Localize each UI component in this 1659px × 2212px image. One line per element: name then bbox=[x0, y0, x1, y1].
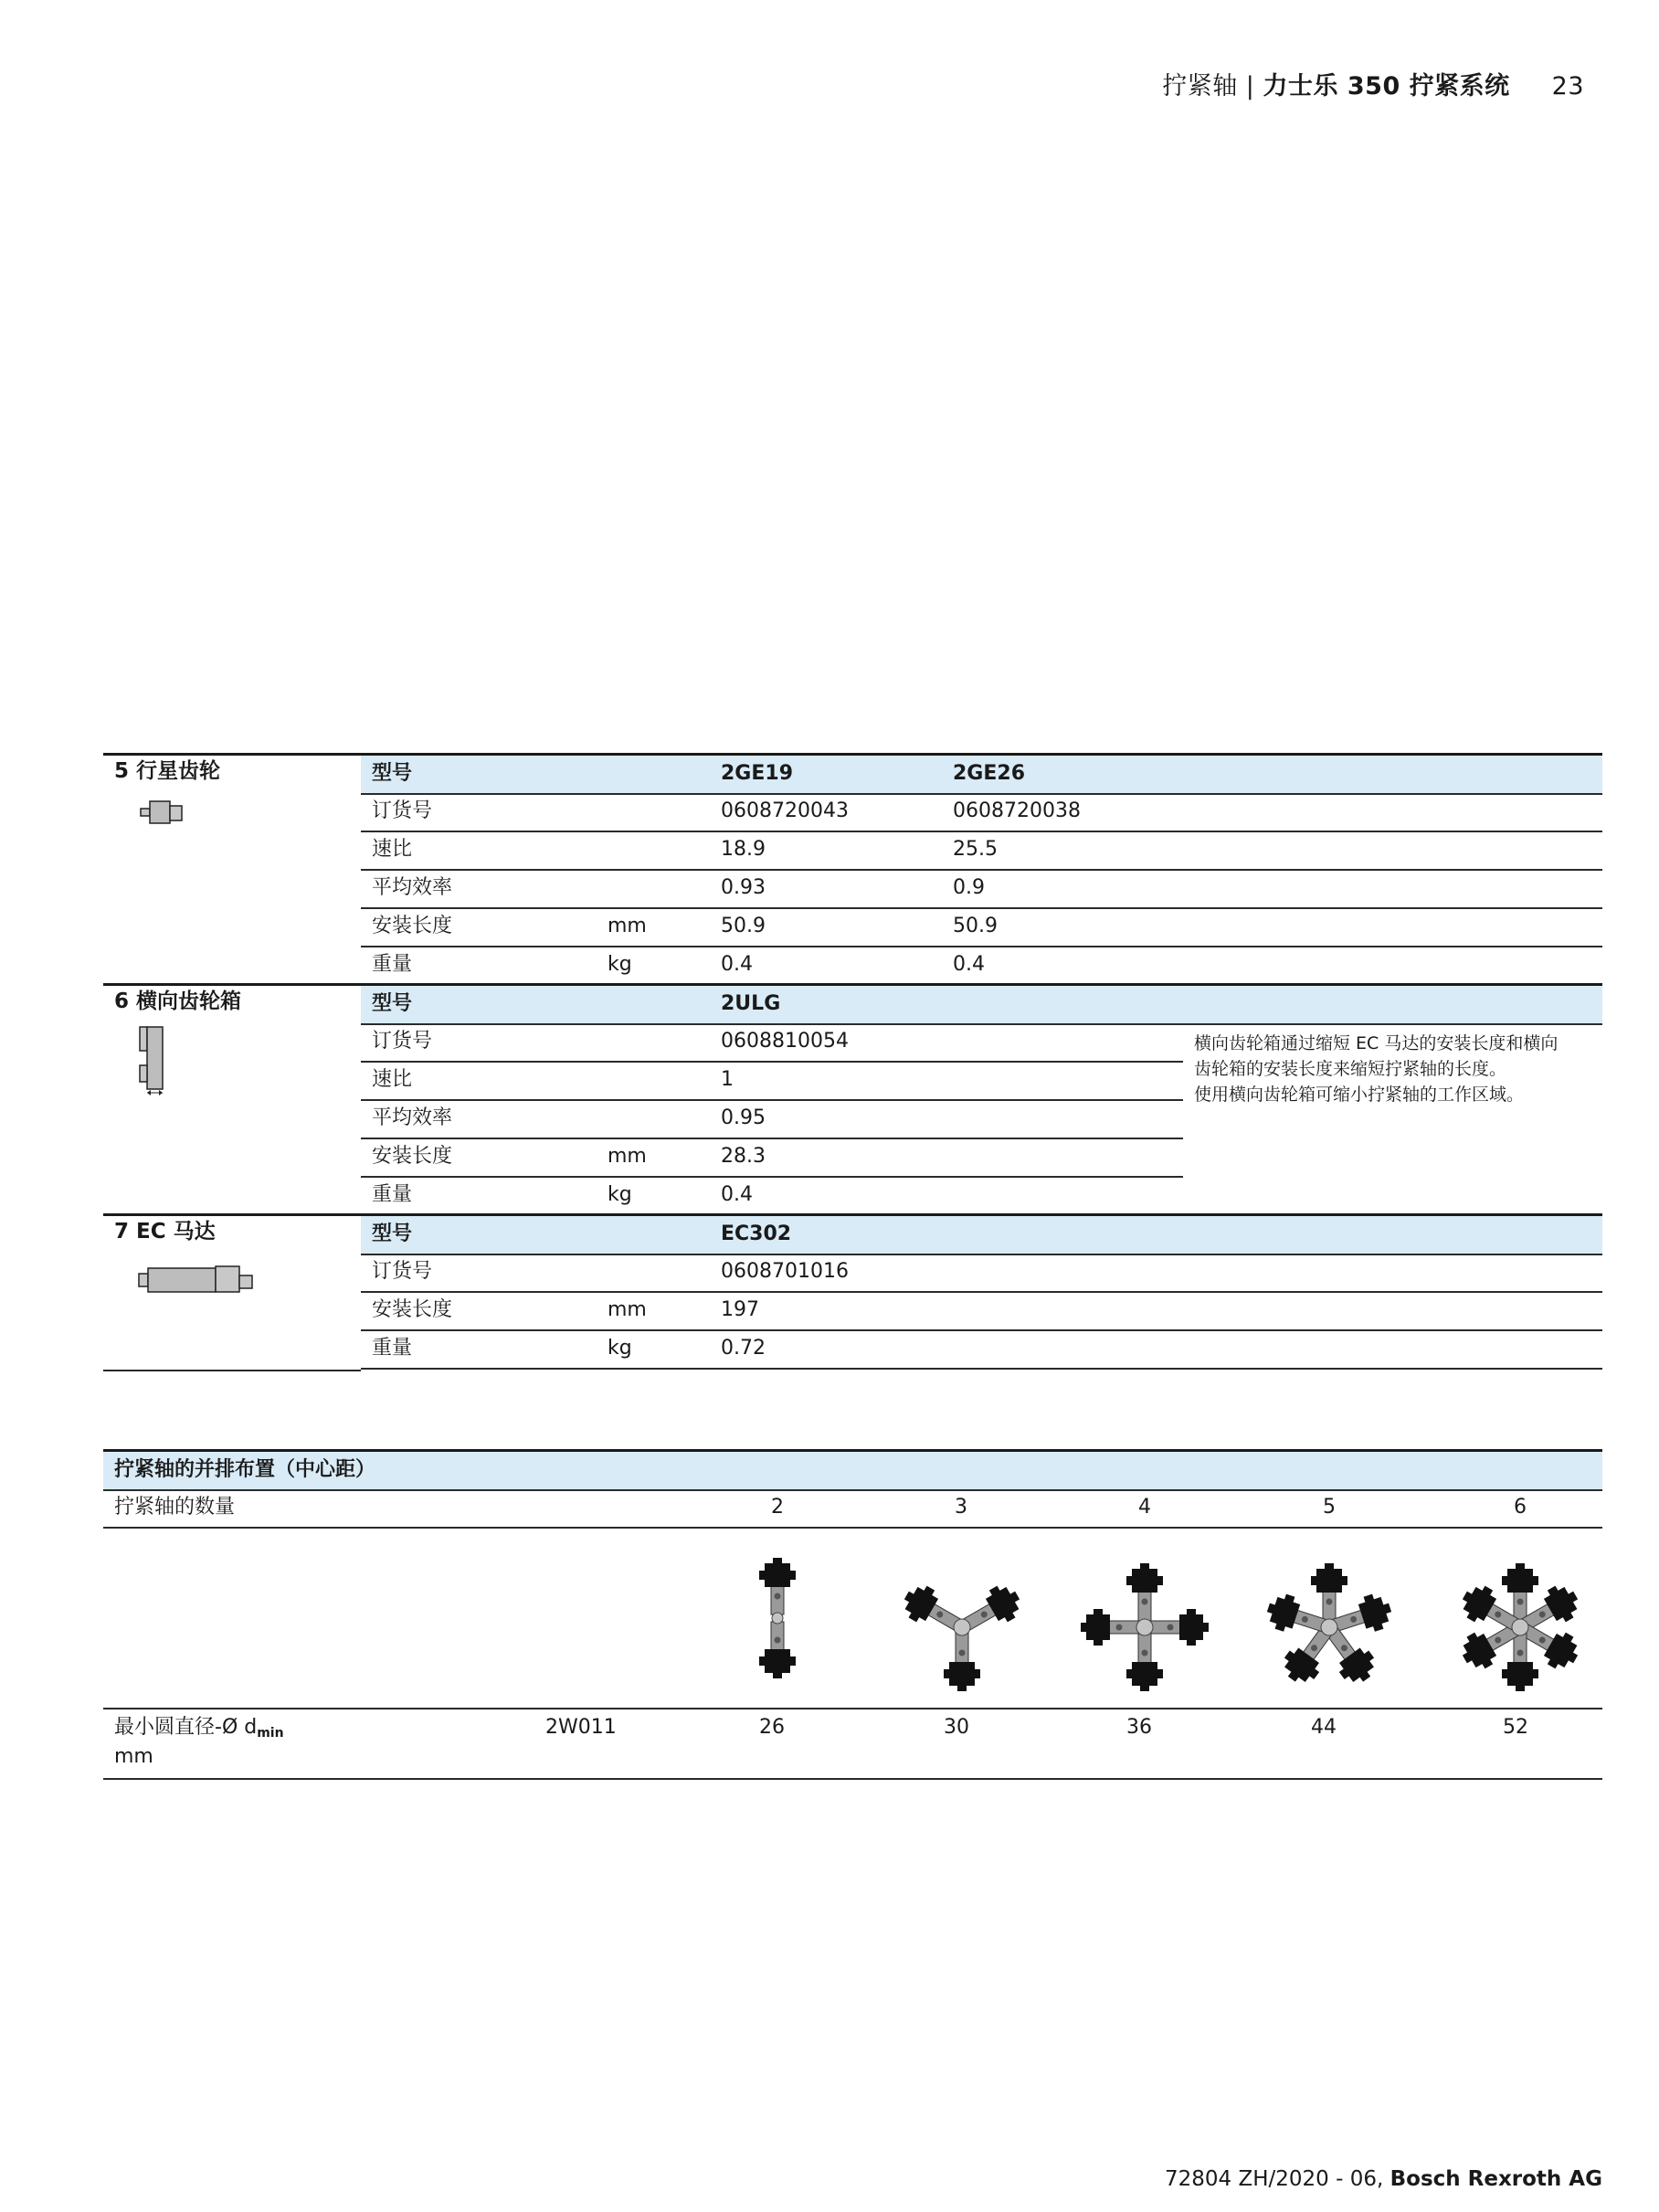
spindle-arm bbox=[1126, 1631, 1163, 1691]
table-row bbox=[361, 908, 1602, 947]
table-row bbox=[361, 793, 1602, 832]
row-label: 型号 bbox=[372, 992, 413, 1015]
spindle-arm bbox=[1126, 1563, 1163, 1624]
arrangement-6-diagram bbox=[1447, 1554, 1593, 1700]
value-1: 1 bbox=[721, 1068, 734, 1091]
value-1: 0608810054 bbox=[721, 1030, 849, 1053]
value-1: 0.95 bbox=[721, 1106, 766, 1129]
page-footer bbox=[1165, 2167, 1602, 2191]
value-1: 0.4 bbox=[721, 953, 753, 976]
row-unit: kg bbox=[608, 1183, 632, 1206]
arrangement-title-row bbox=[103, 1449, 1602, 1491]
spindle-arm bbox=[1081, 1609, 1141, 1646]
table-row bbox=[361, 1100, 1183, 1139]
table-row bbox=[361, 1177, 1183, 1214]
value-1: 0.93 bbox=[721, 876, 766, 899]
row-label: 安装长度 bbox=[372, 1298, 453, 1321]
table-row bbox=[361, 870, 1602, 909]
ec-motor-icon bbox=[138, 1265, 257, 1296]
diameter-unit: mm bbox=[114, 1745, 153, 1768]
value-2: 50.9 bbox=[953, 915, 998, 937]
row-label: 平均效率 bbox=[372, 876, 453, 899]
note-line: 横向齿轮箱通过缩短 EC 马达的安装长度和横向 bbox=[1194, 1033, 1559, 1053]
row-label: 型号 bbox=[372, 1222, 413, 1245]
page-number: 23 bbox=[1551, 72, 1584, 101]
row-label: 型号 bbox=[372, 762, 413, 785]
section-title: 5 行星齿轮 bbox=[114, 759, 221, 783]
model-code: 2W011 bbox=[545, 1716, 617, 1739]
value-2: 0.9 bbox=[953, 876, 985, 899]
value-2: 25.5 bbox=[953, 838, 998, 861]
table-row bbox=[361, 947, 1602, 984]
page-header bbox=[1162, 66, 1584, 101]
spindle-hub bbox=[1136, 1619, 1153, 1635]
value-2: 2GE26 bbox=[953, 762, 1026, 785]
value-1: 2ULG bbox=[721, 992, 781, 1015]
header-section: 拧紧轴 | bbox=[1162, 72, 1263, 101]
spindle-hub bbox=[772, 1613, 783, 1624]
row-unit: mm bbox=[608, 1145, 647, 1168]
diameter-label-text: 最小圆直径-Ø d bbox=[114, 1716, 258, 1739]
row-label: 安装长度 bbox=[372, 915, 453, 937]
spindle-hub bbox=[954, 1619, 970, 1635]
spindle-arm bbox=[759, 1558, 796, 1614]
row-label: 重量 bbox=[372, 1337, 413, 1360]
count-value: 6 bbox=[1514, 1496, 1527, 1519]
gearbox-note bbox=[1194, 1031, 1596, 1107]
planetary-gear-icon bbox=[140, 799, 195, 828]
spindle-arm bbox=[1311, 1563, 1347, 1624]
arrangement-5-diagram bbox=[1256, 1554, 1402, 1700]
note-line: 使用横向齿轮箱可缩小拧紧轴的工作区域。 bbox=[1194, 1085, 1525, 1105]
diameter-value: 30 bbox=[944, 1716, 969, 1739]
row-unit: mm bbox=[608, 1298, 647, 1321]
table-row bbox=[361, 1254, 1602, 1293]
count-value: 4 bbox=[1138, 1496, 1151, 1519]
note-line: 齿轮箱的安装长度来缩短拧紧轴的长度。 bbox=[1194, 1059, 1507, 1079]
value-1: 0608720043 bbox=[721, 799, 849, 822]
arrangement-title: 拧紧轴的并排布置（中心距） bbox=[114, 1458, 376, 1481]
table-row bbox=[361, 1062, 1183, 1101]
value-1: 197 bbox=[721, 1298, 759, 1321]
count-value: 5 bbox=[1323, 1496, 1336, 1519]
diameter-value: 52 bbox=[1503, 1716, 1528, 1739]
diameter-value: 26 bbox=[759, 1716, 785, 1739]
table-row bbox=[361, 1330, 1602, 1370]
value-2: 0.4 bbox=[953, 953, 985, 976]
section-title: 6 横向齿轮箱 bbox=[114, 990, 242, 1013]
section-divider bbox=[103, 1370, 361, 1371]
row-label: 重量 bbox=[372, 953, 413, 976]
arrangement-2-diagram bbox=[713, 1554, 841, 1682]
header-title: 力士乐 350 拧紧系统 bbox=[1263, 72, 1510, 101]
spindle-arm bbox=[944, 1631, 980, 1691]
row-label: 安装长度 bbox=[372, 1145, 453, 1168]
table-row bbox=[361, 1292, 1602, 1331]
row-unit: mm bbox=[608, 915, 647, 937]
value-1: 28.3 bbox=[721, 1145, 766, 1168]
spindle-arm bbox=[1148, 1609, 1209, 1646]
value-2: 0608720038 bbox=[953, 799, 1081, 822]
arrangement-4-diagram bbox=[1072, 1554, 1218, 1700]
diagram-row bbox=[103, 1529, 1602, 1709]
table-row bbox=[361, 1213, 1602, 1255]
diameter-value: 36 bbox=[1126, 1716, 1152, 1739]
count-value: 2 bbox=[771, 1496, 784, 1519]
row-label: 重量 bbox=[372, 1183, 413, 1206]
row-unit: kg bbox=[608, 1337, 632, 1360]
footer-doc: 72804 ZH/2020 - 06, bbox=[1164, 2167, 1390, 2191]
value-1: 2GE19 bbox=[721, 762, 794, 785]
section-title: 7 EC 马达 bbox=[114, 1220, 216, 1244]
diameter-value: 44 bbox=[1311, 1716, 1337, 1739]
count-label: 拧紧轴的数量 bbox=[114, 1496, 236, 1519]
row-unit: kg bbox=[608, 953, 632, 976]
table-row bbox=[361, 983, 1602, 1025]
spindle-hub bbox=[1321, 1619, 1337, 1635]
table-row bbox=[361, 831, 1602, 871]
value-1: EC302 bbox=[721, 1222, 792, 1245]
table-row bbox=[361, 1138, 1183, 1178]
table-row bbox=[361, 1023, 1183, 1063]
arrangement-3-diagram bbox=[889, 1554, 1035, 1700]
value-1: 50.9 bbox=[721, 915, 766, 937]
offset-gearbox-icon bbox=[136, 1025, 173, 1096]
value-1: 0.72 bbox=[721, 1337, 766, 1360]
row-label: 订货号 bbox=[372, 1030, 433, 1053]
row-label: 订货号 bbox=[372, 1260, 433, 1283]
row-label: 平均效率 bbox=[372, 1106, 453, 1129]
footer-company: Bosch Rexroth AG bbox=[1390, 2167, 1602, 2191]
row-label: 速比 bbox=[372, 1068, 413, 1091]
value-1: 0.4 bbox=[721, 1183, 753, 1206]
value-1: 18.9 bbox=[721, 838, 766, 861]
count-row bbox=[103, 1489, 1602, 1529]
table-row bbox=[361, 753, 1602, 795]
value-1: 0608701016 bbox=[721, 1260, 849, 1283]
count-value: 3 bbox=[955, 1496, 967, 1519]
row-label: 速比 bbox=[372, 838, 413, 861]
diameter-subscript: min bbox=[257, 1726, 284, 1741]
diameter-row bbox=[103, 1709, 1602, 1780]
row-label: 订货号 bbox=[372, 799, 433, 822]
spindle-arm bbox=[759, 1622, 796, 1678]
spindle-hub bbox=[1512, 1619, 1528, 1635]
